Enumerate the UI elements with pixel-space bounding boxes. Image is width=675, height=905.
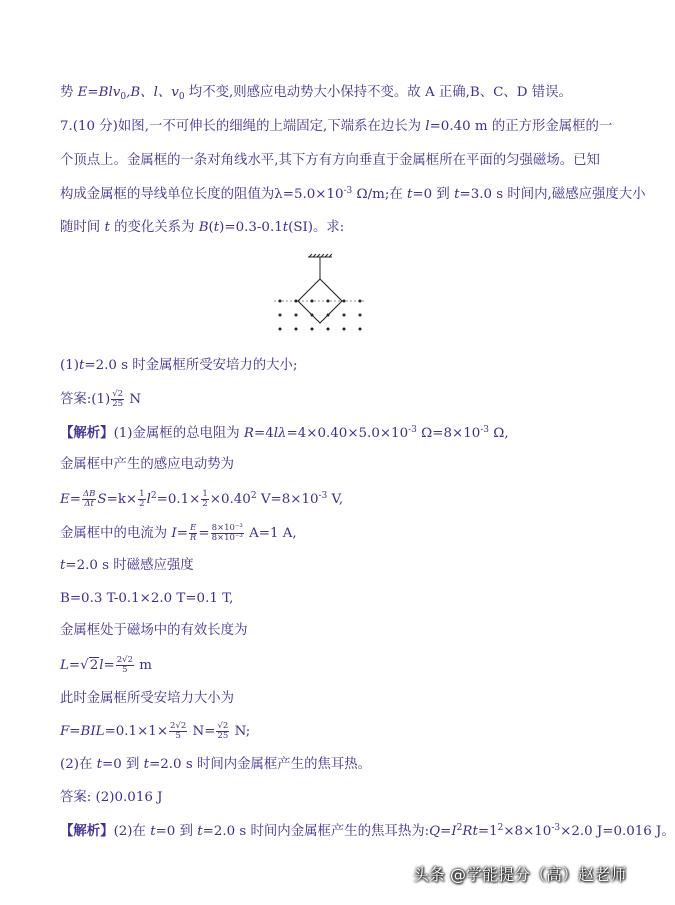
field-dot — [279, 314, 282, 317]
physics-figure — [268, 254, 378, 334]
force-text: 此时金属框所受安培力大小为 — [60, 691, 235, 706]
field-dot — [327, 314, 330, 317]
field-dot — [343, 314, 346, 317]
field-strength-equation: B=0.3 T-0.1×2.0 T=0.1 T, — [60, 591, 234, 606]
field-dot — [359, 300, 362, 303]
field-dot — [359, 328, 362, 331]
field-dot — [327, 300, 330, 303]
current-equation: 金属框中的电流为 I= $\frac{E}{R}$ = $\frac{\text{8×10⁻³}}{\text{8×10⁻³}}$ A=1 A, — [60, 523, 297, 543]
question-7-line-4: 随时间 t 的变化关系为 B(t)=0.3-0.1t(SI)。求: — [60, 220, 345, 235]
field-dot — [279, 328, 282, 331]
question-7-line-3: 构成金属框的导线单位长度的阻值为$\lambda=5.0\times 10^{-3}$ Ω/m;在 t=0 到 t=3.0 s 时间内,磁感应强度大小 — [60, 186, 646, 202]
solution-1-line-1: 【解析】(1)金属框的总电阻为 $R=4l\lambda=4\times 0.40\times 5.0\times 10^{-3}$ $\Omega=8\times 10^{-3}$ Ω, — [60, 425, 509, 441]
field-dot — [295, 314, 298, 317]
solution-2: 【解析】(2)在 t=0 到 t=2.0 s 时间内金属框产生的焦耳热为$:Q=I^2Rt=1^2\times 8\times 10^{-3}\times 2.0$ J=0.016 J。 — [60, 823, 675, 839]
watermark: 头条 @学能提分（高）赵老师 — [412, 865, 626, 884]
field-dot — [343, 328, 346, 331]
question-7-line-1: 7.(10 分)如图,一不可伸长的细绳的上端固定,下端系在边长为 l=0.40 m 的正方形金属框的一 — [60, 119, 613, 134]
solution-time-line: t=2.0 s 时磁感应强度 — [60, 558, 194, 573]
ceiling-support — [308, 254, 332, 257]
effective-length-equation: L=√2l= $\frac{2√2}{5}$ m — [60, 655, 152, 675]
question-7-line-2: 个顶点上。金属框的一条对角线水平,其下方有方向垂直于金属框所在平面的匀强磁场。已知 — [60, 153, 600, 168]
field-dot — [327, 328, 330, 331]
field-dot — [279, 300, 282, 303]
magnetic-field-dots — [279, 300, 362, 331]
effective-length-text: 金属框处于磁场中的有效长度为 — [60, 623, 248, 638]
part-2-question: (2)在 t=0 到 t=2.0 s 时间内金属框产生的焦耳热。 — [60, 757, 372, 772]
field-dot — [343, 300, 346, 303]
emf-equation: E= $\frac{\Delta B}{\Delta t}$ S=k× $\frac{1}{2}$ $l^2=0.1\times$ $\frac{1}{2}$ $\times 0.40^2$ $V=8\times 10^{-3}$ V, — [60, 489, 344, 509]
answer-1: 答案:(1) $\frac{√2}{25}$ N — [60, 389, 142, 409]
field-dot — [311, 314, 314, 317]
force-equation: F=BIL=0.1×1× $\frac{2√2}{5}$ N= $\frac{√2}{25}$ N; — [60, 721, 251, 741]
intro-line: 势 E=Blv$_0$,B、l、$v_0$ 均不变,则感应电动势大小保持不变。故 A 正确,B、C、D 错误。 — [60, 85, 572, 102]
solution-1-line-2: 金属框中产生的感应电动势为 — [60, 457, 235, 472]
field-dot — [311, 300, 314, 303]
field-dot — [295, 300, 298, 303]
part-1-question: (1)t=2.0 s 时金属框所受安培力的大小; — [60, 358, 298, 373]
field-dot — [359, 314, 362, 317]
field-dot — [311, 328, 314, 331]
answer-2: 答案: (2)0.016 J — [60, 790, 163, 805]
field-dot — [295, 328, 298, 331]
